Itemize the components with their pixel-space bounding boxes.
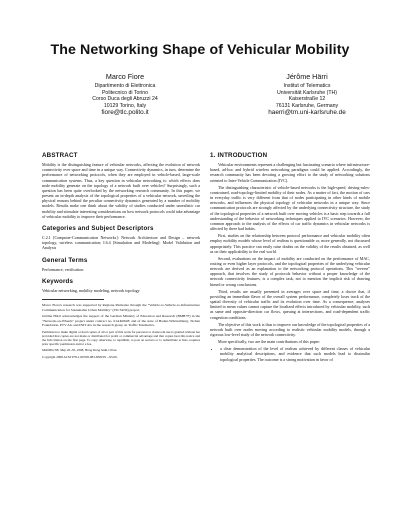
keywords-heading: Keywords [42,277,74,285]
left-column [42,153,200,359]
venue-line: MobiHoc'08, May 26–30, 2008, Hong Kong SAR, China. [42,348,118,353]
right-column [210,153,370,362]
categories-heading: Categories and Subject Descriptors [42,224,154,232]
author-block-1 [40,72,210,117]
author-affiliation-line: 76131 Karlsruhe, Germany [275,102,339,109]
author-block-2 [222,72,392,117]
author-name: Marco Fiore [105,72,145,81]
introduction-paragraph: Vehicular environments represent a challenging but fascinating scenario where infrastructure-based, ad-hoc and hybrid wireless networking paradigms could be applied. Accordingly, the research community has been devoting a growing effort to the study of networking solutions oriented to Inter-Vehicle Communication (IVC). [210,162,370,183]
introduction-paragraph: Third, results are usually presented in averages over space and time, a choice that, if providing an immediate flavor of the overall system performance, completely loses track of the spatial diversity of vehicular traffic and its evolution over time. As a consequence, analyses limited to mean values cannot capture the localized effects introduced by vehicular mobility, such as same and opposite-direction car flows, queuing at intersections, and road-dependent traffic congestion conditions. [210,288,370,320]
author-affiliation-line: Corso Duca degli Abruzzi 24 [92,96,158,103]
introduction-paragraph: First, studies on the relationship between protocol performance and vehicular mobility often employ mobility models whose level of realism is questionable or, more generally, not discussed appropriately. This practice can easily raise doubts on the validity of the results obtained, as well as on their applicability to the real world. [210,233,370,254]
footnote: Marco Fiore's research was supported by Regione Piemonte through the "Vehicle-to-Vehicle-to-Infrastructure Communication for Sustainable Urban Mobility" (VICSUM) project. [42,303,200,312]
author-affiliation-line: 10129 Torino, Italy [103,102,147,109]
introduction-paragraph: More specifically, two are the main contributions of this paper: [218,339,321,345]
author-affiliation-line: Dipartimento di Elettronica [94,83,156,89]
author-affiliation-line: Kaiserstraße 12 [288,96,326,103]
author-affiliation-line: Politecnico di Torino [101,89,149,96]
introduction-paragraph: The objective of this work is thus to improve our knowledge of the topological properties of a network built over nodes moving according to realistic vehicular mobility models, through a rigorous low-level study of the network connectivity. [210,321,370,337]
author-affiliation-line: Institut of Telematics [283,83,331,89]
author-affiliation-line: Universität Karlsruhe (TH) [277,89,337,96]
contribution-list [210,346,370,361]
author-email: haerri@tm.uni-karlsruhe.de [268,109,346,117]
general-terms-text: Performance, verification [42,266,84,272]
general-terms-heading: General Terms [42,256,88,264]
abstract-text: Mobility is the distinguishing feature of vehicular networks, affecting the evolution of network connectivity over space and time in a unique way. Connectivity dynamics, in turn, determine the performance of networking protocols, when they are employed in vehicle-based, large-scale communication systems. Thus, a key question in vehicular networking is: which effects does node mobility generate on the topology of a network built over vehicles? Surprisingly, such a question has been quite overlooked by the networking research community. In this paper, we present an in-depth analysis of the topological properties of a vehicular network, unveiling the physical reasons behind the peculiar connectivity dynamics generated by a number of mobility models. Results make one think about the validity of studies conducted under unrealistic car mobility and stimulate interesting considerations on how network protocols could take advantage of vehicular mobility to improve their performance. [42,162,200,219]
introduction-heading: 1. INTRODUCTION [210,152,268,159]
introduction-paragraph: Second, evaluations on the impact of mobility are conducted on the performance of MAC, routing or even higher layer protocols, and the topological properties of the underlying vehicular network are derived as an explanation to the networking protocol operations. This "reverse" approach, that involves the study of protocols behavior without a proper knowledge of the network connectivity features, is a complex task, not to mention the implicit risk of drawing biased or wrong conclusions. [210,255,370,287]
copyright-line: Copyright 2008 ACM 978-1-60558-083-8/08/05 ...$5.00. [42,354,118,359]
abstract-heading: ABSTRACT [42,152,78,159]
author-email: fiore@tlc.polito.it [101,109,149,117]
permission-notice: Permission to make digital or hard copies of all or part of this work for personal or classroom use is granted without fee provided that copies are not made or distributed for profit or commercial advantage and that copies bear this notice and the full citation on the first page. To copy otherwise, to republish, to post on servers or to redistribute to lists, requires prior specific permission and/or a fee. [42,329,200,347]
contribution-item: • a clear demonstration of the level of realism achieved by different classes of vehicular mobility analytical descriptions, and evidence that such models lead to dissimilar topological properties. The outcome is a strong motivation in favor of [220,346,370,361]
author-name: Jérôme Härri [286,72,328,81]
categories-text: C.2.1 [Computer-Communication Networks]: Network Architecture and Design – network topology, wireless communication; I.6.4 [Simulation and Modeling]: Model Validation and Analysis [42,235,200,251]
footnote-divider [42,299,104,300]
footnote: Jérôme Härri acknowledges the support of the German Ministry of Education and Research (BMB+F) in the "Network-on-Wheels" project under contract no. 01AK064F, and of the state of Baden-Württemberg, Tschan Foundation, PTV AG and INIT AG in the research group on Traffic Telematics. [42,314,200,328]
keywords-text: Vehicular networking, mobility modeling, network topology [42,287,140,293]
paper-title: The Networking Shape of Vehicular Mobility [50,42,350,58]
introduction-paragraph: The distinguishing characteristic of vehicle-based networks is the high-speed, driving-rules-constrained, road-topology-limited mobility of their nodes. As a matter of fact, the motion of cars in everyday traffic is very different from that of nodes participating in other kinds of mobile networks, and influences the physical topology of vehicular networks in a unique way. Since communication protocols are strongly affected by the underlying connectivity structure, the study of the topological properties of a network built over moving vehicles is a basic step towards a full understanding of the behavior of networking techniques applied to IVC scenarios. However, the common approach to the analysis of the effects of car traffic dynamics in vehicular networks is affected by three bad habits. [210,184,370,232]
